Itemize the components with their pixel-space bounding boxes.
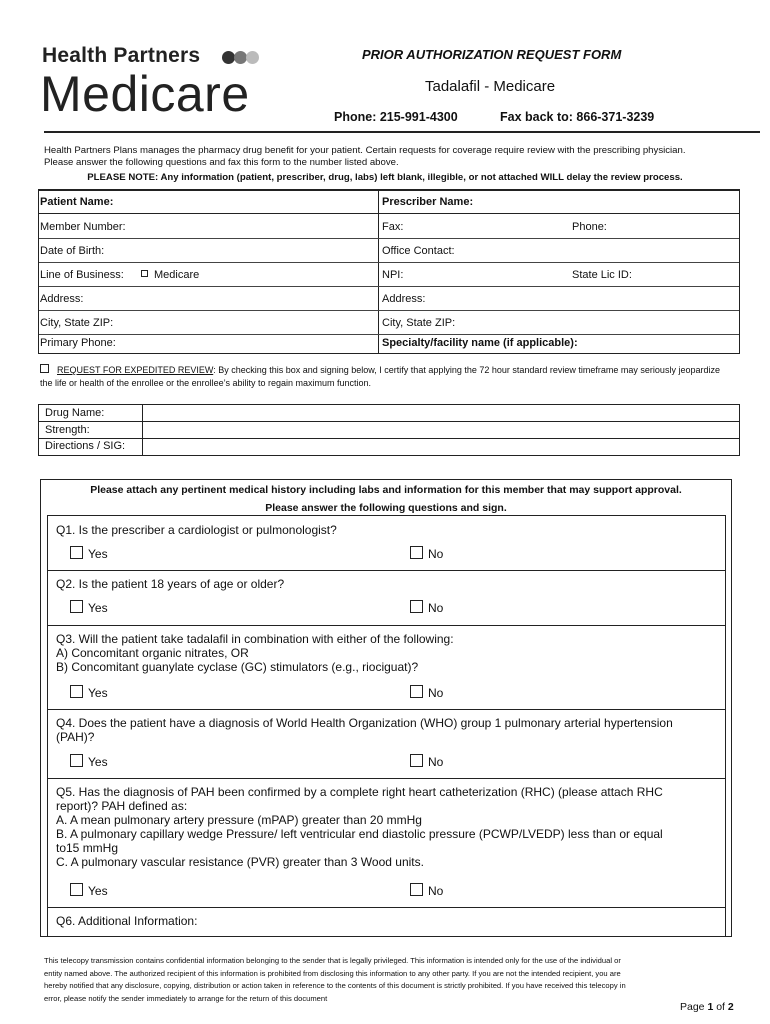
q5-no[interactable]	[410, 883, 443, 898]
checkbox-icon[interactable]	[70, 685, 83, 698]
q5-line-2: report)? PAH defined as:	[56, 799, 188, 813]
q5-text	[56, 785, 715, 869]
expedited-label: REQUEST FOR EXPEDITED REVIEW	[57, 365, 214, 375]
q3-line-3: B) Concomitant guanylate cyclase (GC) stimulators (e.g., riociguat)?	[56, 660, 419, 674]
question-divider	[48, 625, 725, 626]
table-divider	[378, 191, 379, 353]
q5-line-3: A. A mean pulmonary artery pressure (mPAP) greater than 20 mmHg	[56, 813, 422, 827]
q2-text: Q2. Is the patient 18 years of age or older?	[56, 577, 285, 591]
checkbox-icon[interactable]	[410, 685, 423, 698]
yes-label: Yes	[88, 755, 108, 769]
q5-yes[interactable]	[70, 883, 108, 898]
checkbox-icon[interactable]	[410, 883, 423, 896]
please-note: PLEASE NOTE: Any information (patient, prescriber, drug, labs) left blank, illegible, or not attached WILL delay the review process.	[87, 172, 683, 183]
patient-city-field[interactable]: City, State ZIP:	[40, 317, 114, 329]
logo-health-partners: Health Partners	[42, 44, 201, 67]
row-line	[39, 286, 739, 287]
primary-phone-field[interactable]: Primary Phone:	[40, 337, 116, 349]
drug-title: Tadalafil - Medicare	[425, 78, 556, 95]
q4-no[interactable]	[410, 754, 443, 769]
no-label: No	[428, 547, 444, 561]
checkbox-icon[interactable]	[70, 883, 83, 896]
prescriber-name-field[interactable]: Prescriber Name:	[382, 196, 474, 208]
row-line	[39, 213, 739, 214]
yes-label: Yes	[88, 601, 108, 615]
row-line	[39, 262, 739, 263]
state-lic-field[interactable]: State Lic ID:	[572, 269, 632, 281]
q6-text[interactable]: Q6. Additional Information:	[56, 914, 198, 928]
yes-label: Yes	[88, 884, 108, 898]
member-number-field[interactable]: Member Number:	[40, 221, 126, 233]
expedited-text-1: : By checking this box and signing below, I certify that applying the 72 hour standard review timeframe may seriously jeopardize	[213, 365, 720, 375]
prescriber-city-field[interactable]: City, State ZIP:	[382, 317, 456, 329]
question-divider	[48, 709, 725, 710]
q1-yes[interactable]	[70, 546, 108, 561]
intro-line-1: Health Partners Plans manages the pharmacy drug benefit for your patient. Certain requests for coverage require review with the prescribing physician.	[44, 145, 686, 156]
questions-header-2: Please answer the following questions and sign.	[265, 502, 507, 514]
yes-label: Yes	[88, 686, 108, 700]
question-divider	[48, 778, 725, 779]
footer-line-4: error, please notify the sender immediately to arrange for the return of this document	[44, 993, 328, 1003]
phone-field[interactable]: Phone:	[572, 221, 607, 233]
medicare-checkbox[interactable]	[141, 269, 199, 281]
drug-table	[38, 404, 740, 456]
header-divider	[44, 131, 760, 133]
row-line	[39, 334, 739, 335]
question-divider	[48, 570, 725, 571]
q5-line-5: to15 mmHg	[56, 841, 119, 855]
q4-text	[56, 716, 715, 744]
checkbox-icon[interactable]	[70, 754, 83, 767]
strength-field[interactable]: Strength:	[45, 424, 90, 436]
yes-label: Yes	[88, 547, 108, 561]
page-of: of	[713, 1001, 728, 1013]
drug-name-field[interactable]: Drug Name:	[45, 407, 105, 419]
footer-line-2: entity named above. The authorized recipient of this information is prohibited from disclosing this information to any other party. If you are not the intended recipient, you are	[44, 968, 621, 978]
intro-line-2: Please answer the following questions and fax this form to the number listed above.	[44, 157, 399, 168]
footer-line-1: This telecopy transmission contains confidential information belonging to the sender that is legally privileged. This information is intended only for the use of the individual or	[44, 956, 621, 965]
directions-field[interactable]: Directions / SIG:	[45, 440, 126, 452]
questions-box	[40, 479, 732, 937]
checkbox-icon[interactable]	[410, 600, 423, 613]
checkbox-icon[interactable]	[410, 754, 423, 767]
checkbox-icon[interactable]	[70, 600, 83, 613]
question-divider	[48, 907, 725, 908]
header-phone: Phone: 215-991-4300	[334, 110, 458, 124]
no-label: No	[428, 686, 444, 700]
no-label: No	[428, 884, 444, 898]
npi-field[interactable]: NPI:	[382, 269, 404, 281]
patient-prescriber-table	[38, 189, 740, 354]
patient-name-field[interactable]: Patient Name:	[40, 196, 114, 208]
questions-inner	[47, 515, 726, 936]
q2-no[interactable]	[410, 600, 443, 615]
q3-yes[interactable]	[70, 685, 108, 700]
q4-line-1: Q4. Does the patient have a diagnosis of World Health Organization (WHO) group 1 pulmonary arterial hypertension	[56, 716, 673, 730]
q5-line-4: B. A pulmonary capillary wedge Pressure/ left ventricular end diastolic pressure (PCWP/LVEDP) less than or equal	[56, 827, 663, 841]
intro-text	[44, 145, 760, 169]
q4-line-2: (PAH)?	[56, 730, 95, 744]
no-label: No	[428, 755, 444, 769]
q3-line-1: Q3. Will the patient take tadalafil in combination with either of the following:	[56, 632, 454, 646]
questions-header-1: Please attach any pertinent medical history including labs and information for this member that may support approval.	[90, 484, 682, 496]
page-prefix: Page	[680, 1001, 708, 1013]
checkbox-icon[interactable]	[410, 546, 423, 559]
line-of-business-label: Line of Business:	[40, 269, 124, 281]
header-fax-back: Fax back to: 866-371-3239	[500, 110, 655, 124]
row-line	[39, 421, 739, 422]
drug-table-divider	[142, 405, 143, 455]
page-current: 1	[707, 1001, 714, 1013]
q5-line-6: C. A pulmonary vascular resistance (PVR) greater than 3 Wood units.	[56, 855, 424, 869]
row-line	[39, 310, 739, 311]
checkbox-icon[interactable]	[141, 270, 148, 277]
expedited-checkbox[interactable]	[40, 364, 49, 373]
confidentiality-notice	[44, 955, 734, 1005]
q2-yes[interactable]	[70, 600, 108, 615]
logo-medicare: Medicare	[40, 66, 250, 122]
office-contact-field[interactable]: Office Contact:	[382, 245, 455, 257]
q1-text: Q1. Is the prescriber a cardiologist or pulmonologist?	[56, 523, 337, 537]
specialty-field[interactable]: Specialty/facility name (if applicable):	[382, 337, 578, 349]
fax-field[interactable]: Fax:	[382, 221, 404, 233]
medicare-option-label: Medicare	[154, 269, 200, 281]
row-line	[39, 238, 739, 239]
patient-address-field[interactable]: Address:	[40, 293, 84, 305]
row-line	[39, 438, 739, 439]
expedited-line-1	[40, 364, 740, 377]
q3-line-2: A) Concomitant organic nitrates, OR	[56, 646, 249, 660]
checkbox-icon[interactable]	[70, 546, 83, 559]
logo-dot-3	[246, 51, 259, 64]
prescriber-address-field[interactable]: Address:	[382, 293, 426, 305]
q3-text	[56, 632, 715, 674]
q5-line-1: Q5. Has the diagnosis of PAH been confirmed by a complete right heart catheterization (RHC) (please attach RHC	[56, 785, 663, 799]
no-label: No	[428, 601, 444, 615]
form-title: PRIOR AUTHORIZATION REQUEST FORM	[362, 47, 622, 62]
q1-no[interactable]	[410, 546, 443, 561]
page-number	[680, 1001, 734, 1013]
expedited-review	[40, 364, 740, 390]
expedited-text-2: the life or health of the enrollee or the enrollee’s ability to regain maximum function.	[40, 378, 372, 388]
footer-line-3: hereby notified that any disclosure, copying, distribution or action taken in reference to the contents of this document is strictly prohibited. If you have received this telecopy in	[44, 981, 626, 991]
q4-yes[interactable]	[70, 754, 108, 769]
page-total: 2	[727, 1001, 734, 1013]
q3-no[interactable]	[410, 685, 443, 700]
dob-field[interactable]: Date of Birth:	[40, 245, 105, 257]
